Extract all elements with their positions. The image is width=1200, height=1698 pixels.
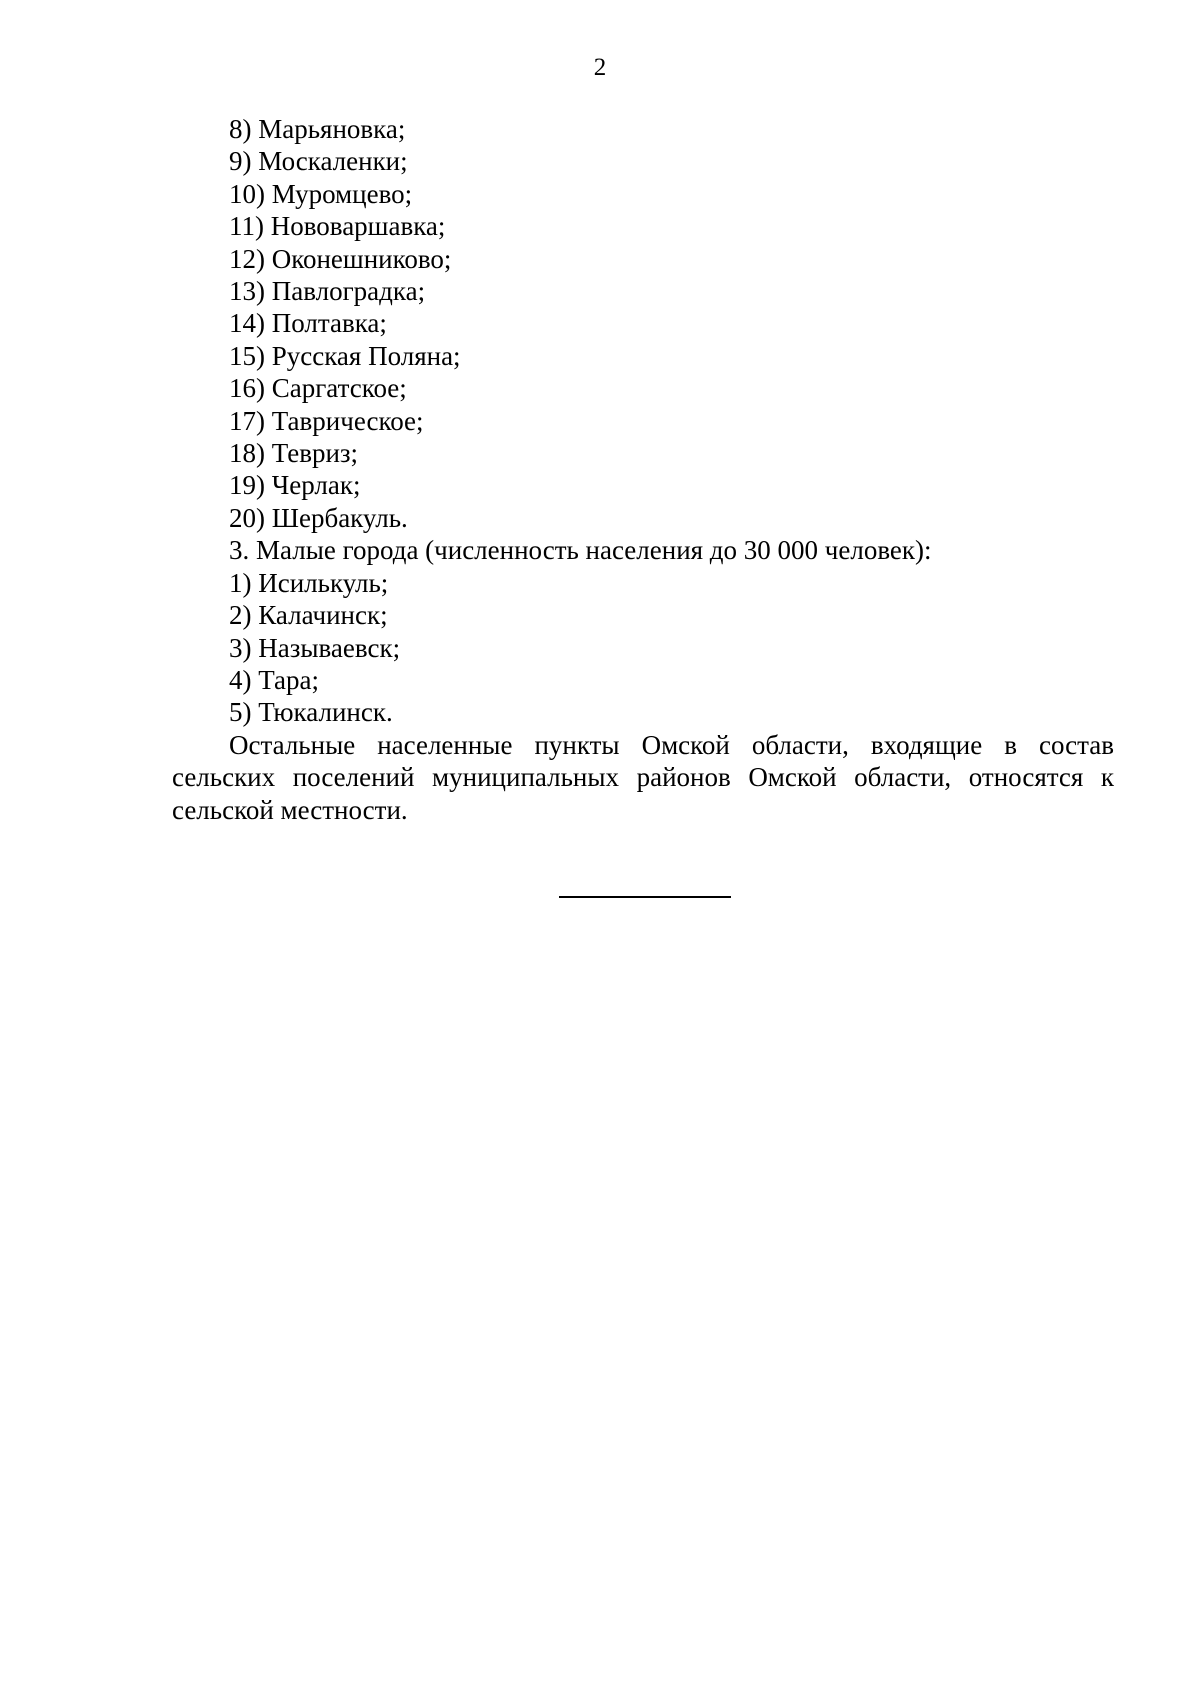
- list-item: 15) Русская Поляна;: [229, 340, 461, 371]
- list-item: 8) Марьяновка;: [229, 114, 406, 144]
- document-body: [172, 113, 1114, 826]
- list-item: 13) Павлоградка;: [229, 276, 426, 307]
- list-item: 20) Шербакуль.: [229, 502, 408, 533]
- page-number: 2: [593, 54, 607, 81]
- list-item: 11) Нововаршавка;: [229, 211, 446, 242]
- list-item: 17) Таврическое;: [229, 405, 424, 436]
- divider-line: [559, 896, 731, 898]
- list-item: 18) Тевриз;: [229, 438, 359, 469]
- section-heading: 3. Малые города (численность населения до 30 000 человек):: [229, 535, 932, 566]
- list-item: 2) Калачинск;: [229, 600, 388, 631]
- list-item: 9) Москаленки;: [229, 146, 408, 177]
- list-item: 16) Саргатское;: [229, 373, 407, 404]
- list-item: 14) Полтавка;: [229, 308, 387, 339]
- list-item: 10) Муромцево;: [229, 178, 413, 209]
- list-item: 4) Тара;: [229, 664, 320, 695]
- list-item: 1) Исилькуль;: [229, 567, 389, 598]
- closing-paragraph: Остальные населенные пункты Омской области, входящие в состав сельских поселений муниципальных районов Омской области, относятся к сельской местности.: [172, 729, 1114, 825]
- list-item: 12) Оконешниково;: [229, 243, 452, 274]
- list-item: 3) Называевск;: [229, 632, 401, 663]
- list-item: 5) Тюкалинск.: [229, 697, 393, 728]
- list-item: 19) Черлак;: [229, 470, 361, 501]
